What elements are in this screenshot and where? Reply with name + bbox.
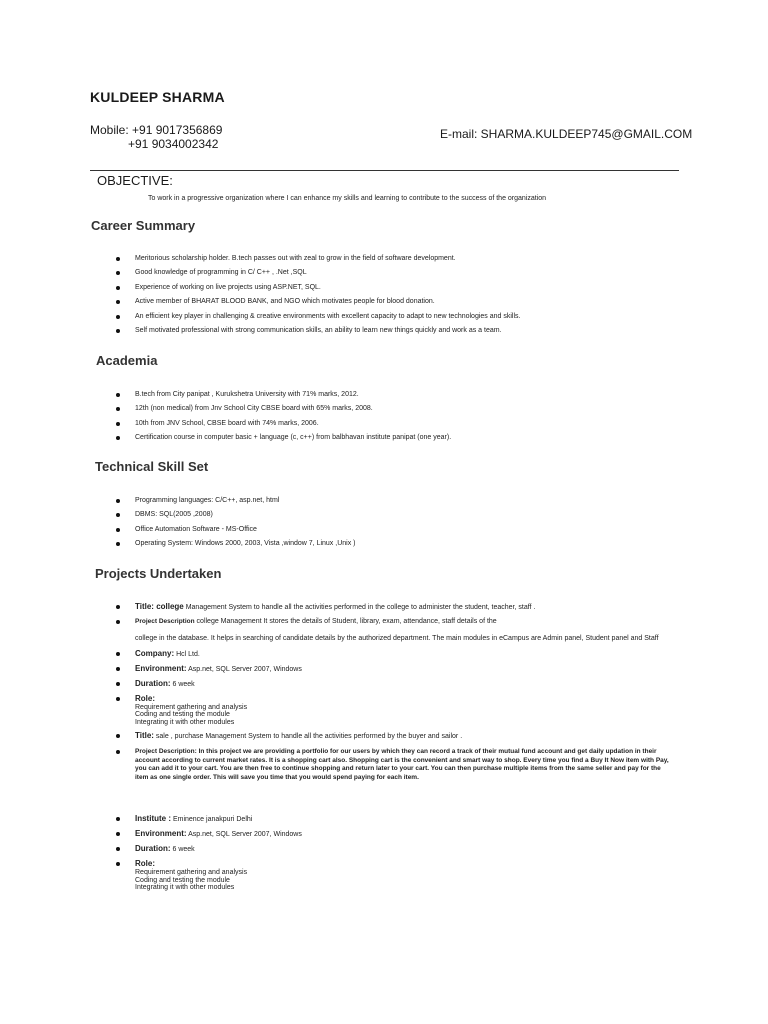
role-line: Coding and testing the module (135, 876, 230, 884)
project-2-institute (135, 815, 675, 824)
candidate-name: KULDEEP SHARMA (90, 89, 225, 105)
institute-text: Eminence janakpuri Delhi (171, 816, 253, 823)
role-line: Requirement gathering and analysis (135, 703, 248, 711)
objective-text: To work in a progressive organization where I can enhance my skills and learning to contribute to the success of the organization (148, 195, 547, 202)
list-item: 10th from JNV School, CBSE board with 74% marks, 2006. (135, 420, 451, 434)
project-2-title-text: sale , purchase Management System to handle all the activities performed by the buyer and sailor . (153, 733, 463, 741)
skills-list (135, 497, 355, 554)
list-item: Active member of BHARAT BLOOD BANK, and NGO which motivates people for blood donation. (135, 298, 520, 312)
project-1-title-text: Management System to handle all the activities performed in the college to administer the student, teacher, staff . (183, 604, 536, 611)
list-item: DBMS: SQL(2005 ,2008) (135, 511, 355, 525)
mobile-secondary: +91 9034002342 (128, 137, 219, 151)
duration-label: Duration: (135, 844, 171, 853)
environment-text: Asp.net, SQL Server 2007, Windows (186, 665, 302, 673)
academia-list (135, 391, 451, 448)
list-item: Good knowledge of programming in C/ C++ , .Net ,SQL (135, 269, 520, 283)
project-1-title-label: Title: college (135, 602, 184, 611)
role-line: Coding and testing the module (135, 711, 230, 719)
role-line: Integrating it with other modules (135, 718, 235, 726)
career-summary-list (135, 255, 520, 341)
project-1-role (135, 695, 675, 727)
duration-text: 6 week (170, 680, 195, 688)
project-2-title-label: Title: (135, 731, 154, 741)
role-label: Role: (135, 859, 155, 868)
header-divider (90, 170, 679, 171)
project-1-desc-label: Project Description (135, 618, 195, 625)
company-label: Company: (135, 648, 175, 658)
list-item: Operating System: Windows 2000, 2003, Vista ,window 7, Linux ,Unix ) (135, 540, 355, 554)
project-1-description (135, 618, 675, 644)
projects-heading: Projects Undertaken (95, 566, 222, 581)
project-1-desc-text: college Management It stores the details of Student, library, exam, attendance, staff details of the (194, 618, 497, 625)
environment-label: Environment: (135, 829, 187, 838)
list-item: Office Automation Software - MS-Office (135, 526, 355, 540)
list-item: Self motivated professional with strong communication skills, an ability to learn new things quickly and work as a team. (135, 327, 520, 341)
project-1-title (135, 603, 675, 612)
mobile-primary: Mobile: +91 9017356869 (90, 123, 223, 137)
project-2-duration (135, 845, 675, 854)
mobile-numbers (90, 123, 222, 151)
list-item: Programming languages: C/C++, asp.net, html (135, 497, 355, 511)
project-2-role (135, 860, 675, 892)
project-2-environment (135, 830, 675, 839)
project-1-duration (135, 680, 675, 689)
email-address: E-mail: SHARMA.KULDEEP745@GMAIL.COM (440, 127, 693, 141)
role-line: Integrating it with other modules (135, 884, 235, 892)
list-item: B.tech from City panipat , Kurukshetra University with 71% marks, 2012. (135, 391, 451, 405)
skills-heading: Technical Skill Set (95, 459, 209, 474)
project-1-desc-cont: college in the database. It helps in searching of candidate details by the authorized department. The main modules in eCampus are Admin panel, Student panel and Staff (135, 635, 659, 642)
project-1-environment (135, 665, 675, 674)
project-1-company (135, 650, 675, 659)
list-item: Meritorious scholarship holder. B.tech passes out with zeal to grow in the field of software development. (135, 255, 520, 269)
list-item: 12th (non medical) from Jnv School City CBSE board with 65% marks, 2008. (135, 405, 451, 419)
list-item: Experience of working on live projects using ASP.NET, SQL. (135, 284, 520, 298)
list-item: Certification course in computer basic + language (c, c++) from balbhavan institute panipat (one year). (135, 434, 451, 448)
duration-label: Duration: (135, 678, 171, 688)
role-line: Requirement gathering and analysis (135, 869, 248, 876)
project-2-list (135, 815, 675, 892)
objective-heading: OBJECTIVE: (97, 173, 173, 188)
list-item: An efficient key player in challenging & creative environments with excellent capacity to adapt to new technologies and skills. (135, 313, 520, 327)
environment-text: Asp.net, SQL Server 2007, Windows (186, 831, 302, 838)
career-summary-heading: Career Summary (91, 218, 196, 233)
project-2-description: Project Description: In this project we are providing a portfolio for our users by which they can record a track of their mutual fund account and get daily updation in their account according to current market rates. It is a shopping cart also. Shopping cart is the convenient and smart way to shop. Every time you find a Buy It Now item with Pay, you can add it to your cart. You are then free to continue shopping and return later to your cart. You can then purchase multiple items from the same seller and pay for the item as one single order. This will save you time that you would spend paying for each item. (135, 748, 675, 782)
institute-label: Institute : (135, 814, 171, 823)
company-text: Hcl Ltd. (174, 650, 200, 658)
project-2-title (135, 732, 675, 741)
duration-text: 6 week (170, 846, 195, 853)
role-label: Role: (135, 693, 155, 703)
environment-label: Environment: (135, 663, 187, 673)
academia-heading: Academia (96, 353, 158, 368)
project-1-list (135, 603, 675, 782)
